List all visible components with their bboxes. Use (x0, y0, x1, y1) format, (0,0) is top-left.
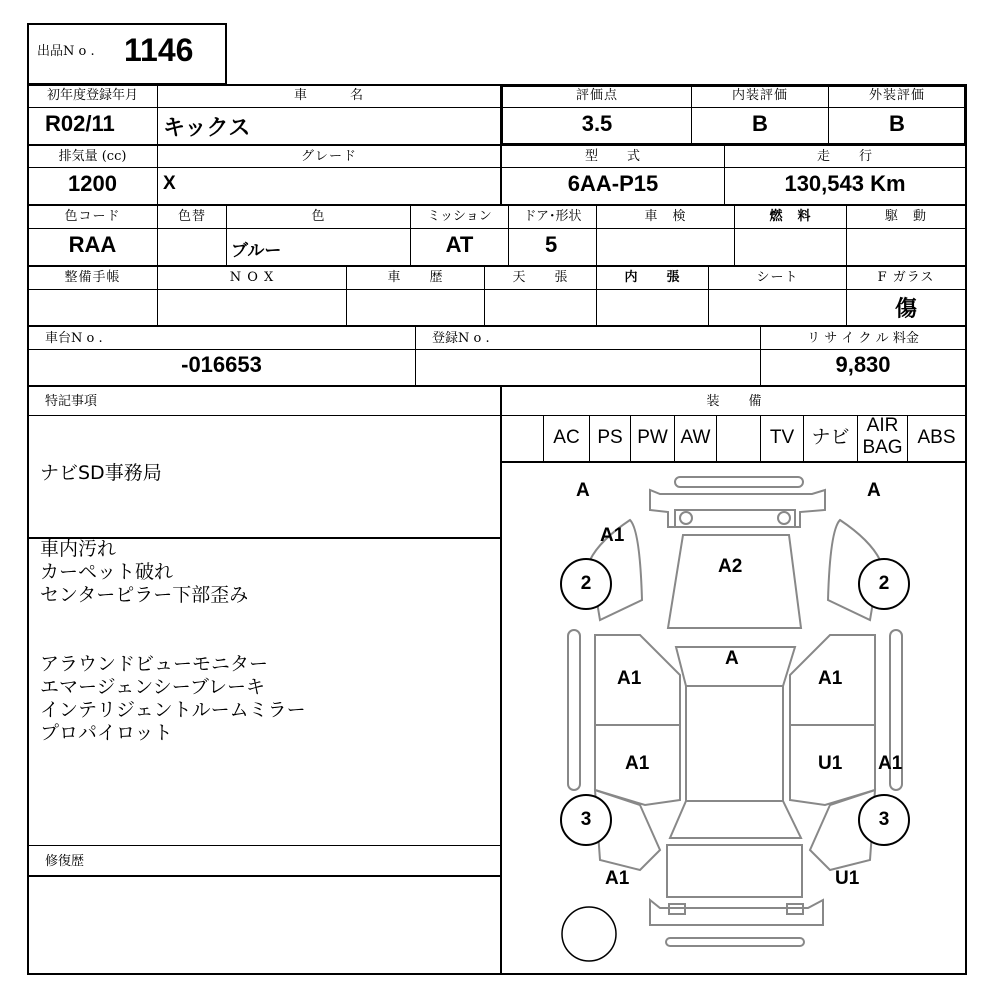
equipment-tv: TV (769, 427, 795, 448)
equipment-label: 装 備 (706, 394, 763, 409)
mileage-value: 130,543 Km (784, 171, 906, 196)
color-label: 色 (311, 209, 326, 224)
equipment-ps: PS (597, 427, 623, 448)
damage-hood: A1 (600, 525, 625, 546)
interior-score-value: B (752, 111, 768, 136)
tire-front-right: 2 (858, 558, 910, 610)
damage-rear-left: A1 (605, 868, 630, 889)
equipment-pw: PW (637, 427, 668, 448)
transmission-value: AT (445, 232, 474, 257)
damage-right-front-door: A1 (818, 668, 843, 689)
exterior-score-value: B (889, 111, 905, 136)
car-body-diagram (502, 463, 966, 973)
recycle-fee-label: リ サ イ ク ル 料金 (807, 331, 919, 346)
first-registration-value: R02/11 (45, 111, 115, 136)
car-name-value: キックス (163, 115, 251, 140)
damage-rear-right: U1 (835, 868, 860, 889)
fuel-label: 燃 料 (769, 209, 812, 224)
roof-lining-label: 天 張 (512, 270, 569, 285)
equipment-aw: AW (680, 427, 711, 448)
registration-number-label: 登録N o . (432, 331, 490, 346)
grade-label: グレード (300, 149, 357, 164)
front-glass-label: F ガラス (877, 270, 935, 285)
seat-label: シート (756, 270, 799, 285)
repair-history-label: 修復歴 (45, 854, 85, 869)
inspection-label: 車 検 (644, 209, 687, 224)
special-note-line: プロパイロット (40, 722, 173, 744)
front-glass-value: 傷 (894, 296, 917, 322)
chassis-number-label: 車台N o . (45, 331, 103, 346)
special-note-line: アラウンドビューモニター (40, 653, 269, 675)
tire-rear-right: 3 (858, 794, 910, 846)
damage-right-quarter: A1 (878, 753, 903, 774)
model-value: 6AA-P15 (567, 171, 659, 196)
damage-front-right: A (867, 480, 881, 501)
special-note-line: エマージェンシーブレーキ (40, 676, 266, 698)
special-note-line: インテリジェントルームミラー (40, 699, 306, 721)
score-value: 3.5 (581, 111, 613, 136)
car-name-label: 車 名 (293, 88, 364, 103)
lot-number: 1146 (124, 32, 194, 68)
lot-number-label: 出品N o . (37, 44, 95, 59)
equipment-airbag-bottom: BAG (862, 437, 903, 458)
special-note-navi: ナビSD事務局 (40, 462, 162, 484)
damage-windshield: A2 (718, 556, 743, 577)
drive-label: 駆 動 (884, 209, 927, 224)
transmission-label: ミッション (427, 209, 492, 224)
special-note-line: カーペット破れ (40, 561, 174, 583)
doors-label: ドア･形状 (523, 209, 582, 224)
equipment-abs: ABS (917, 427, 956, 448)
damage-left-rear-door: A1 (625, 753, 650, 774)
grade-value: X (163, 173, 176, 194)
displacement-label: 排気量 (cc) (58, 149, 127, 164)
model-label: 型 式 (584, 149, 641, 164)
first-registration-label: 初年度登録年月 (46, 88, 138, 103)
mileage-label: 走 行 (816, 149, 873, 164)
repaint-label: 色替 (177, 209, 206, 224)
recycle-fee-value: 9,830 (835, 352, 891, 377)
score-label: 評価点 (575, 88, 618, 103)
interior-score-label: 内装評価 (731, 88, 788, 103)
equipment-navi: ナビ (811, 427, 850, 448)
damage-roof: A (725, 648, 739, 669)
exterior-score-label: 外装評価 (868, 88, 925, 103)
interior-trim-label: 内 張 (624, 270, 681, 285)
damage-left-front-door: A1 (617, 668, 642, 689)
color-code-value: RAA (68, 232, 117, 257)
equipment-ac: AC (553, 427, 580, 448)
color-code-label: 色コード (64, 209, 121, 224)
displacement-value: 1200 (68, 171, 117, 196)
doors-value: 5 (545, 232, 558, 257)
tire-front-left: 2 (560, 558, 612, 610)
special-note-line: 車内汚れ (40, 538, 117, 560)
tire-rear-left: 3 (560, 794, 612, 846)
special-notes-label: 特記事項 (45, 394, 98, 409)
chassis-number-value: -016653 (181, 352, 262, 377)
special-note-line: センターピラー下部歪み (40, 584, 249, 606)
equipment-airbag-top: AIR (866, 415, 899, 436)
damage-right-rear-door: U1 (818, 753, 843, 774)
maintenance-record-label: 整備手帳 (64, 270, 121, 285)
vehicle-history-label: 車 歴 (387, 270, 444, 285)
nox-label: N O X (229, 270, 275, 285)
color-value: ブルー (231, 241, 282, 260)
damage-front-left: A (576, 480, 590, 501)
